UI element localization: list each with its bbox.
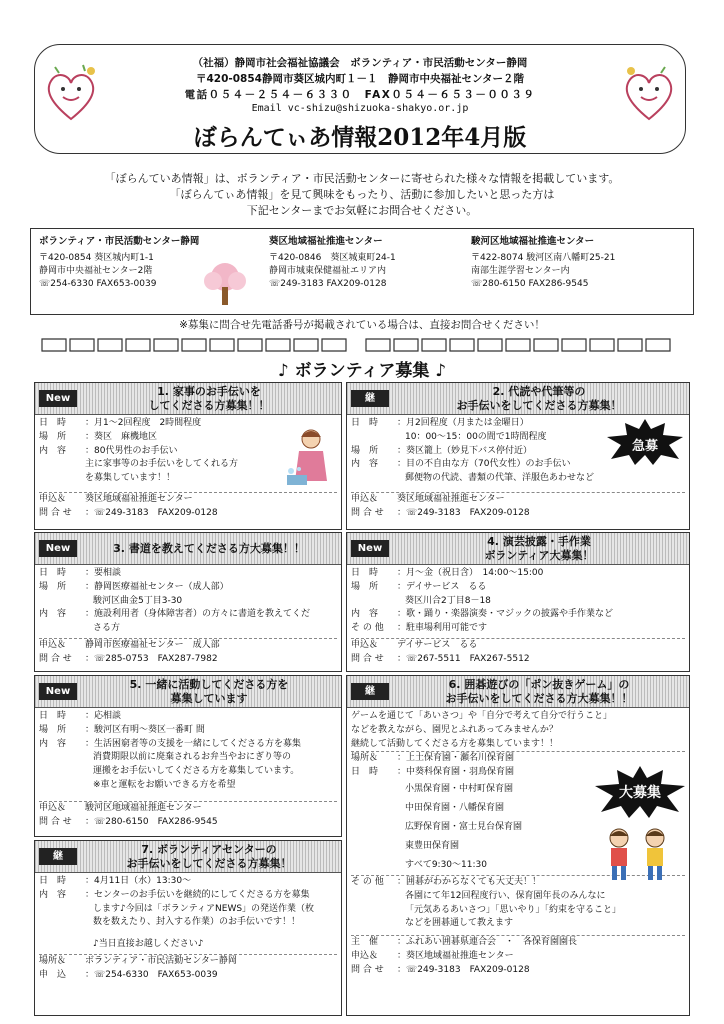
intro-line: 下記センターまでお気軽にお問合せください。 — [246, 204, 478, 217]
contact-note: ※募集に問合せ先電話番号が掲載されている場合は、直接お問合せください！ — [179, 319, 545, 331]
continuing-badge: 継 — [351, 390, 389, 407]
org-address: 〒420-0854静岡市葵区城内町１－１ 静岡市中央福祉センター２階 — [195, 73, 525, 85]
office-suruga: 駿河区地域福祉推進センター 〒422-8074 駿河区南八幡町25-21 南部生涯学習センター内 ☏280-6150 FAX286-9545 — [471, 236, 616, 289]
section-title: ♪ ボランティア募集 ♪ — [277, 361, 447, 381]
continuing-badge: 継 — [351, 683, 389, 700]
new-badge: New — [351, 540, 389, 557]
big-recruit-badge: 大募集 — [619, 785, 661, 801]
new-badge: New — [39, 390, 77, 407]
listing-6: 継 6. 囲碁遊びの「ポン抜きゲーム」の お手伝いをしてくださる方大募集！！ ゲームを通じて「あいさつ」や「自分で考えて自分で行うこと」 などを教えながら、園児とふれあってみませんか？ 継続して活動してくださる方を募集しています！！ 場所＆ ：上土保育園・瀬名川保育園 日 時 ：中葵科保育園・羽鳥保育園 小黒保育園・中村町保育園 中田保育園・八幡保育園 広野保育園・富士見台保育園 東豊田保育園 すべて9:30～11:30 そ の 他 ：囲碁がわからなくても大丈夫！！ 各園にて年12回程度行い、保育園年長のみんなに 「元気あるあいさつ」「思いやり」「約束を守ること」 などを囲碁通して教えます 主 催 ：ふれあい囲碁県連合会 ・ 各保育園園長 申込＆ ：葵区地域福祉推進センター 問 合 せ ：☏249-3183 FAX209-0128 大募集 — [346, 675, 690, 1016]
intro-line: 「ぼらんてぃあ情報」を見て興味をもったり、活動に参加したいと思った方は — [169, 188, 555, 201]
listing-5: New 5. 一緒に活動してくださる方を 募集しています 日 時 ：応相談 場 所 ：駿河区有明～葵区一番町 間 内 容 ：生活困窮者等の支援を一緒にしてくださる方を募集 消費期限以前に廃棄されるお弁当やおにぎり等の 運搬をお手伝いしてくださる方を募集しています。 ※車と運転をお願いできる方を希望 申込＆ 駿河区地域福祉推進センター 問 合 せ ：☏280-6150 FAX286-9545 — [34, 675, 342, 837]
new-badge: New — [39, 540, 77, 557]
children-icon — [599, 826, 679, 882]
listing-header: New 5. 一緒に活動してくださる方を 募集しています — [35, 676, 341, 708]
housework-woman-icon — [283, 427, 333, 493]
intro-line: 「ぼらんていあ情報」は、ボランティア・市民活動センターに寄せられた様々な情報を掲載しています。 — [104, 172, 620, 185]
office-shizuoka: ボランティア・市民活動センター静岡 〒420-0854 葵区城内町1-1 静岡市中央福祉センター2階 ☏254-6330 FAX653-0039 — [39, 236, 200, 289]
page-title: ぼらんてぃあ情報2012年4月版 — [193, 124, 527, 151]
new-badge: New — [39, 683, 77, 700]
cherry-tree-icon — [201, 259, 249, 309]
listing-3: New 3. 書道を教えてくださる方大募集！！ 日 時 ：要相談 場 所 ：静岡医療福祉センター（成人部） 駿河区曲金5丁目3-30 内 容 ：施設利用者（身体障害者）の方々に書道を教えてくだ さる方 申込＆ 静岡市医療福祉センター 成人部 問 合 せ ：☏285-0753 FAX287-7982 — [34, 532, 342, 672]
org-name: （社福）静岡市社会福祉協議会 ボランティア・市民活動センター静岡 — [192, 57, 528, 69]
office-aoi: 葵区地域福祉推進センター 〒420-0846 葵区城東町24-1 静岡市城東保健福祉エリア内 ☏249-3183 FAX209-0128 — [269, 236, 396, 289]
listing-header: New 3. 書道を教えてくださる方大募集！！ — [35, 533, 341, 565]
listing-header: 継 6. 囲碁遊びの「ポン抜きゲーム」の お手伝いをしてくださる方大募集！！ — [347, 676, 689, 708]
listing-2: 継 2. 代読や代筆等の お手伝いをしてくださる方募集！ 日 時 ：月2回程度（月または金曜日） 10：00～15：00の間で1時間程度 場 所 ：葵区籠上（妙見下バス停付近） 内 容 ：目の不自由な方（70代女性）のお手伝い 郵便物の代読、書類の代筆、洋服色あわせなど 申込＆ 葵区地域福祉推進センター 問 合 せ ：☏249-3183 FAX209-0128 急募 — [346, 382, 690, 530]
org-phone: 電話０５４－２５４－６３３０ FAX０５４－６５３－００３９ — [184, 89, 536, 101]
listing-header: New 4. 演芸披露・手作業 ボランティア大募集！ — [347, 533, 689, 565]
listing-1: New 1. 家事のお手伝いを してくださる方募集！！ 日 時 ：月1～2回程度 2時間程度 場 所 ：葵区 麻機地区 内 容 ：80代男性のお手伝い 主に家事等のお手伝いをしてくれる方 を募集しています！！ 申込＆ 葵区地域福祉推進センター 問 合 せ ：☏249-3183 FAX209-0128 — [34, 382, 342, 530]
header-banner — [34, 44, 686, 154]
train-divider-icon — [40, 335, 684, 355]
listing-7: 継 7. ボランティアセンターの お手伝いをしてくださる方募集！ 日 時 ：4月11日（水）13:30～ 内 容 ：センターのお手伝いを継続的にしてくださる方を募集 します♪今回は「ボランティアNEWS」の発送作業（枚 数を数えたり、封入する作業）のお手伝いです！！ ♪当日直接お越しください♪ 場所＆ ボランティア・市民活動センター静岡 申 込 ：☏254-6330 FAX653-0039 — [34, 840, 342, 1016]
listing-header: New 1. 家事のお手伝いを してくださる方募集！！ — [35, 383, 341, 415]
urgent-badge: 急募 — [631, 439, 658, 454]
listing-header: 継 7. ボランティアセンターの お手伝いをしてくださる方募集！ — [35, 841, 341, 873]
office-list — [30, 228, 694, 315]
org-email: Email vc-shizu@shizuoka-shakyo.or.jp — [251, 103, 469, 114]
listing-header: 継 2. 代読や代筆等の お手伝いをしてくださる方募集！ — [347, 383, 689, 415]
listing-4: New 4. 演芸披露・手作業 ボランティア大募集！ 日 時 ：月～金（祝日含） 14:00～15:00 場 所 ：デイサービス るる 葵区川合2丁目8－18 内 容 ：歌・踊り・楽器演奏・マジックの披露や手作業など そ の 他 ：駐車場利用可能です 申込＆ デイサービス るる 問 合 せ ：☏267-5511 FAX267-5512 — [346, 532, 690, 672]
continuing-badge: 継 — [39, 848, 77, 865]
